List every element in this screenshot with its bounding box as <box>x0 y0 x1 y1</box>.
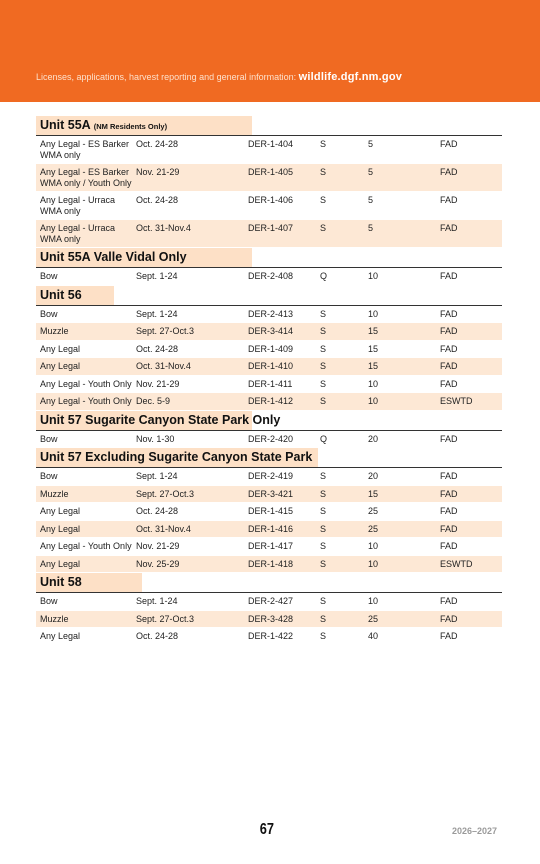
hunt-dates: Oct. 31-Nov.4 <box>136 361 191 371</box>
section-header <box>36 573 502 593</box>
table-row <box>36 628 502 646</box>
section-header <box>36 448 502 468</box>
table-row <box>36 323 502 341</box>
section-header <box>36 286 502 306</box>
section-title <box>36 116 252 135</box>
licenses-count: 20 <box>368 471 379 481</box>
licenses-count: 15 <box>368 343 379 354</box>
hunt-dates: Nov. 21-29 <box>136 167 180 177</box>
hunt-table <box>36 116 502 646</box>
license-type: S <box>320 631 327 641</box>
hunt-type: Any Legal - Youth Only <box>40 396 132 406</box>
licenses-count: 25 <box>368 523 379 534</box>
section-header <box>36 116 502 136</box>
hunt-dates: Sept. 1-24 <box>136 308 178 319</box>
hunt-code: DER-1-412 <box>248 396 294 406</box>
table-row <box>36 556 502 574</box>
hunt-type: Any Legal <box>40 506 81 516</box>
bag-limit: FAD <box>440 506 458 516</box>
section-title-text: Unit 57 Excluding Sugarite Canyon State Park <box>40 450 313 464</box>
banner-info-text <box>36 71 402 83</box>
licenses-count: 10 <box>368 378 379 389</box>
table-row <box>36 486 502 504</box>
license-type: S <box>320 378 327 389</box>
license-type: S <box>320 471 327 481</box>
table-row <box>36 538 502 556</box>
hunt-type: Any Legal <box>40 523 81 534</box>
bag-limit: FAD <box>440 308 458 319</box>
banner-url-link[interactable]: wildlife.dgf.nm.gov <box>298 71 403 83</box>
hunt-type: Any Legal <box>40 361 81 371</box>
hunt-type: Muzzle <box>40 613 69 624</box>
section-title <box>36 286 114 305</box>
bag-limit: FAD <box>440 343 458 354</box>
page-number: 67 <box>259 821 275 838</box>
license-type: S <box>320 541 327 551</box>
section-rows <box>36 306 502 411</box>
bag-limit: ESWTD <box>440 396 473 406</box>
license-type: S <box>320 523 327 534</box>
table-row <box>36 376 502 394</box>
hunt-code: DER-3-414 <box>248 326 294 336</box>
section-title-text: Unit 58 <box>40 575 82 589</box>
bag-limit: FAD <box>440 433 458 444</box>
hunt-type: Any Legal - ES Barker WMA only <box>40 139 130 160</box>
hunt-type: Any Legal <box>40 558 81 569</box>
bag-limit: FAD <box>440 361 458 371</box>
licenses-count: 10 <box>368 596 379 606</box>
hunt-type: Bow <box>40 433 58 444</box>
bag-limit: FAD <box>440 378 458 389</box>
licenses-count: 5 <box>368 195 374 205</box>
hunt-type: Any Legal <box>40 631 81 641</box>
license-type: S <box>320 223 327 233</box>
hunt-code: DER-1-409 <box>248 343 294 354</box>
bag-limit: FAD <box>440 613 458 624</box>
table-row <box>36 358 502 376</box>
hunt-code: DER-1-407 <box>248 223 294 233</box>
licenses-count: 10 <box>368 541 379 551</box>
hunt-code: DER-1-415 <box>248 506 294 516</box>
hunt-dates: Nov. 21-29 <box>136 378 180 389</box>
bag-limit: FAD <box>440 223 458 233</box>
licenses-count: 15 <box>368 488 379 499</box>
hunt-dates: Oct. 24-28 <box>136 343 179 354</box>
table-row <box>36 268 502 286</box>
table-row <box>36 611 502 629</box>
section-header <box>36 248 502 268</box>
table-row <box>36 136 502 164</box>
hunt-dates: Sept. 1-24 <box>136 596 178 606</box>
licenses-count: 10 <box>368 308 379 319</box>
license-type: S <box>320 596 327 606</box>
table-row <box>36 393 502 411</box>
license-type: S <box>320 506 327 516</box>
hunt-code: DER-1-404 <box>248 139 294 149</box>
hunt-type: Any Legal <box>40 343 81 354</box>
table-row <box>36 192 502 220</box>
hunt-type: Any Legal - Urraca WMA only <box>40 223 116 244</box>
section-title-text: Unit 55A <box>40 118 91 132</box>
hunt-dates: Oct. 24-28 <box>136 631 179 641</box>
license-type: S <box>320 613 327 624</box>
section-rows <box>36 593 502 646</box>
hunt-dates: Oct. 24-28 <box>136 506 179 516</box>
bag-limit: FAD <box>440 471 458 481</box>
hunt-code: DER-2-420 <box>248 433 294 444</box>
section-title <box>36 248 252 267</box>
hunt-code: DER-1-411 <box>248 378 293 389</box>
hunt-dates: Sept. 1-24 <box>136 471 178 481</box>
hunt-dates: Oct. 24-28 <box>136 139 179 149</box>
hunt-code: DER-2-408 <box>248 271 294 281</box>
section-rows <box>36 136 502 248</box>
section-title-text: Unit 55A Valle Vidal Only <box>40 250 187 264</box>
bag-limit: FAD <box>440 326 458 336</box>
table-row <box>36 593 502 611</box>
licenses-count: 25 <box>368 506 379 516</box>
hunt-type: Bow <box>40 271 58 281</box>
banner-label: Licenses, applications, harvest reporting and general information: <box>36 72 299 82</box>
licenses-count: 25 <box>368 613 379 624</box>
hunt-dates: Oct. 31-Nov.4 <box>136 523 191 534</box>
table-row <box>36 164 502 192</box>
section-title <box>36 573 142 592</box>
bag-limit: FAD <box>440 523 458 534</box>
license-type: S <box>320 139 327 149</box>
licenses-count: 20 <box>368 433 379 444</box>
hunt-type: Bow <box>40 471 58 481</box>
hunt-dates: Sept. 1-24 <box>136 271 178 281</box>
hunt-code: DER-3-428 <box>248 613 294 624</box>
hunt-code: DER-2-413 <box>248 308 294 319</box>
bag-limit: FAD <box>440 139 458 149</box>
footer-years: 2026–2027 <box>452 826 498 836</box>
hunt-type: Any Legal - Youth Only <box>40 541 132 551</box>
hunt-code: DER-1-418 <box>248 558 294 569</box>
hunt-type: Any Legal - ES Barker WMA only / Youth Only <box>40 167 132 188</box>
table-row <box>36 431 502 449</box>
hunt-dates: Oct. 24-28 <box>136 195 179 205</box>
hunt-code: DER-1-417 <box>248 541 294 551</box>
hunt-type: Muzzle <box>40 326 69 336</box>
bag-limit: ESWTD <box>440 558 473 569</box>
hunt-dates: Nov. 21-29 <box>136 541 180 551</box>
table-row <box>36 468 502 486</box>
hunt-code: DER-1-410 <box>248 361 294 371</box>
hunt-type: Bow <box>40 596 58 606</box>
license-type: Q <box>320 433 328 444</box>
table-row <box>36 341 502 359</box>
hunt-code: DER-1-416 <box>248 523 294 534</box>
hunt-type: Any Legal - Youth Only <box>40 378 132 389</box>
section-title-text: Unit 56 <box>40 287 82 302</box>
section-rows <box>36 268 502 286</box>
bag-limit: FAD <box>440 195 458 205</box>
license-type: S <box>320 343 327 354</box>
hunt-code: DER-1-406 <box>248 195 294 205</box>
section-title-text: Unit 57 Sugarite Canyon State Park Only <box>40 412 281 427</box>
hunt-dates: Nov. 25-29 <box>136 558 180 569</box>
license-type: S <box>320 558 327 569</box>
hunt-dates: Sept. 27-Oct.3 <box>136 326 195 336</box>
license-type: S <box>320 488 327 499</box>
licenses-count: 10 <box>368 271 379 281</box>
section-title <box>36 448 318 467</box>
license-type: S <box>320 308 327 319</box>
section-rows <box>36 468 502 573</box>
hunt-code: DER-2-419 <box>248 471 294 481</box>
hunt-dates: Nov. 1-30 <box>136 433 175 444</box>
section-rows <box>36 431 502 449</box>
table-row <box>36 503 502 521</box>
bag-limit: FAD <box>440 167 458 177</box>
section-note: (NM Residents Only) <box>93 122 168 131</box>
license-type: S <box>320 396 327 406</box>
section-header <box>36 411 502 431</box>
hunt-type: Muzzle <box>40 488 69 499</box>
header-banner <box>0 0 540 102</box>
table-row <box>36 220 502 248</box>
licenses-count: 10 <box>368 396 379 406</box>
license-type: S <box>320 326 327 336</box>
hunt-type: Bow <box>40 308 58 319</box>
license-type: S <box>320 195 327 205</box>
license-type: S <box>320 361 327 371</box>
hunt-dates: Oct. 31-Nov.4 <box>136 223 191 233</box>
hunt-type: Any Legal - Urraca WMA only <box>40 195 116 216</box>
licenses-count: 5 <box>368 139 374 149</box>
license-type: S <box>320 167 327 177</box>
hunt-code: DER-1-422 <box>248 631 294 641</box>
license-type: Q <box>320 271 328 281</box>
section-title <box>36 411 281 430</box>
licenses-count: 10 <box>368 558 379 569</box>
hunt-code: DER-2-427 <box>248 596 294 606</box>
licenses-count: 5 <box>368 223 374 233</box>
table-row <box>36 521 502 539</box>
bag-limit: FAD <box>440 631 458 641</box>
licenses-count: 15 <box>368 361 379 371</box>
bag-limit: FAD <box>440 541 458 551</box>
bag-limit: FAD <box>440 271 458 281</box>
hunt-dates: Sept. 27-Oct.3 <box>136 613 195 624</box>
hunt-code: DER-3-421 <box>248 488 294 499</box>
licenses-count: 5 <box>368 167 374 177</box>
hunt-dates: Sept. 27-Oct.3 <box>136 488 195 499</box>
table-row <box>36 306 502 324</box>
hunt-code: DER-1-405 <box>248 167 294 177</box>
hunt-dates: Dec. 5-9 <box>136 396 171 406</box>
licenses-count: 40 <box>368 631 379 641</box>
licenses-count: 15 <box>368 326 379 336</box>
bag-limit: FAD <box>440 488 458 499</box>
bag-limit: FAD <box>440 596 458 606</box>
